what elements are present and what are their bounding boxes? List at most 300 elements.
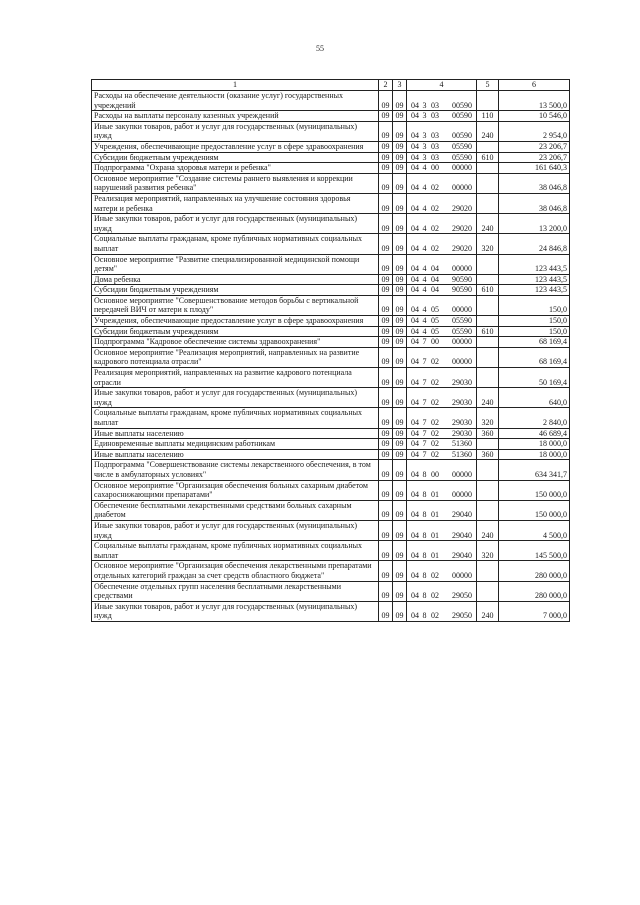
row-expense-type-cell xyxy=(477,254,499,274)
row-amount-cell: 46 689,4 xyxy=(499,428,570,439)
row-target-code-cell xyxy=(407,520,477,540)
row-name-cell: Реализация мероприятий, направленных на улучшение состояния здоровья матери и ребенка xyxy=(92,193,379,213)
header-cell-6: 6 xyxy=(499,80,570,91)
row-subsection-cell: 09 xyxy=(393,449,407,460)
target-code-part: 00000 xyxy=(452,357,472,367)
target-code-part: 04 xyxy=(411,510,419,520)
row-subsection-cell: 09 xyxy=(393,541,407,561)
target-code-part: 03 xyxy=(431,111,439,121)
row-expense-type-cell xyxy=(477,274,499,285)
target-code-part: 02 xyxy=(431,357,439,367)
row-amount-cell: 50 169,4 xyxy=(499,368,570,388)
target-code-part: 05 xyxy=(431,326,439,336)
target-code-part: 04 xyxy=(431,264,439,274)
target-code-part: 7 xyxy=(422,397,427,407)
target-code-part: 29030 xyxy=(452,377,472,387)
row-name-cell: Основное мероприятие "Организация обеспечения лекарственными препаратами отдельных категорий граждан за счет средств областного бюджета" xyxy=(92,561,379,581)
row-amount-cell: 145 500,0 xyxy=(499,541,570,561)
target-code-part: 03 xyxy=(431,131,439,141)
row-subsection-cell: 09 xyxy=(393,368,407,388)
target-code-part: 7 xyxy=(422,418,427,427)
row-name-cell: Учреждения, обеспечивающие предоставление услуг в сфере здравоохранения xyxy=(92,141,379,152)
row-name-cell: Социальные выплаты гражданам, кроме публичных нормативных социальных выплат xyxy=(92,408,379,428)
row-subsection-cell: 09 xyxy=(393,601,407,621)
row-name-cell: Подпрограмма "Совершенствование системы лекарственного обеспечения, в том числе в амбулаторных условиях" xyxy=(92,460,379,480)
row-amount-cell: 23 206,7 xyxy=(499,141,570,152)
row-expense-type-cell xyxy=(477,337,499,348)
table-row xyxy=(92,295,570,315)
target-code-part: 04 xyxy=(411,141,419,151)
row-subsection-cell: 09 xyxy=(393,111,407,122)
row-expense-type-cell: 360 xyxy=(477,428,499,439)
row-expense-type-cell: 320 xyxy=(477,234,499,254)
target-code-part: 8 xyxy=(422,611,427,621)
row-target-code-cell xyxy=(407,274,477,285)
header-cell-1: 1 xyxy=(92,80,379,91)
table-header-row xyxy=(92,80,570,91)
row-name-cell: Основное мероприятие "Развитие специализированной медицинской помощи детям" xyxy=(92,254,379,274)
row-subsection-cell: 09 xyxy=(393,274,407,285)
row-subsection-cell: 09 xyxy=(393,254,407,274)
target-code-part: 02 xyxy=(431,397,439,407)
row-name-cell: Дома ребенка xyxy=(92,274,379,285)
row-name-cell: Субсидии бюджетным учреждениям xyxy=(92,285,379,296)
row-expense-type-cell: 240 xyxy=(477,388,499,408)
row-name-cell: Иные закупки товаров, работ и услуг для государственных (муниципальных) нужд xyxy=(92,520,379,540)
row-name-cell: Иные выплаты населению xyxy=(92,428,379,439)
target-code-part: 04 xyxy=(411,152,419,162)
row-expense-type-cell xyxy=(477,561,499,581)
row-section-cell: 09 xyxy=(379,561,393,581)
row-expense-type-cell xyxy=(477,193,499,213)
target-code-part: 8 xyxy=(422,510,427,520)
row-name-cell: Иные закупки товаров, работ и услуг для государственных (муниципальных) нужд xyxy=(92,121,379,141)
table-row xyxy=(92,480,570,500)
row-name-cell: Основное мероприятие "Совершенствование методов борьбы с вертикальной передачей ВИЧ от матери к плоду" xyxy=(92,295,379,315)
row-expense-type-cell: 320 xyxy=(477,408,499,428)
row-section-cell: 09 xyxy=(379,111,393,122)
target-code-part: 3 xyxy=(422,152,427,162)
row-name-cell: Расходы на выплаты персоналу казенных учреждений xyxy=(92,111,379,122)
row-expense-type-cell xyxy=(477,581,499,601)
row-expense-type-cell xyxy=(477,295,499,315)
table-row xyxy=(92,601,570,621)
target-code-part: 00000 xyxy=(452,469,472,479)
row-amount-cell: 150 000,0 xyxy=(499,480,570,500)
row-expense-type-cell: 240 xyxy=(477,520,499,540)
target-code-part: 29020 xyxy=(452,223,472,233)
row-section-cell: 09 xyxy=(379,316,393,327)
table-row xyxy=(92,388,570,408)
row-subsection-cell: 09 xyxy=(393,500,407,520)
row-target-code-cell xyxy=(407,234,477,254)
row-section-cell: 09 xyxy=(379,439,393,450)
row-amount-cell: 123 443,5 xyxy=(499,285,570,296)
row-subsection-cell: 09 xyxy=(393,295,407,315)
target-code-part: 00 xyxy=(431,163,439,173)
target-code-part: 4 xyxy=(422,316,427,326)
row-target-code-cell xyxy=(407,111,477,122)
table-row xyxy=(92,91,570,111)
row-name-cell: Иные закупки товаров, работ и услуг для государственных (муниципальных) нужд xyxy=(92,214,379,234)
row-amount-cell: 150,0 xyxy=(499,326,570,337)
target-code-part: 3 xyxy=(422,111,427,121)
target-code-part: 04 xyxy=(411,530,419,540)
row-section-cell: 09 xyxy=(379,368,393,388)
row-expense-type-cell: 240 xyxy=(477,601,499,621)
row-name-cell: Субсидии бюджетным учреждениям xyxy=(92,152,379,163)
table-row xyxy=(92,234,570,254)
row-section-cell: 09 xyxy=(379,388,393,408)
target-code-part: 02 xyxy=(431,223,439,233)
row-expense-type-cell: 610 xyxy=(477,285,499,296)
target-code-part: 00000 xyxy=(452,337,472,347)
row-section-cell: 09 xyxy=(379,274,393,285)
target-code-part: 02 xyxy=(431,570,439,580)
table-row xyxy=(92,449,570,460)
row-amount-cell: 150,0 xyxy=(499,316,570,327)
row-expense-type-cell: 240 xyxy=(477,214,499,234)
row-section-cell: 09 xyxy=(379,500,393,520)
table-row xyxy=(92,121,570,141)
target-code-part: 4 xyxy=(422,285,427,295)
header-cell-2: 2 xyxy=(379,80,393,91)
row-name-cell: Социальные выплаты гражданам, кроме публичных нормативных социальных выплат xyxy=(92,234,379,254)
target-code-part: 4 xyxy=(422,203,427,213)
table-row xyxy=(92,347,570,367)
row-name-cell: Основное мероприятие "Создание системы раннего выявления и коррекции нарушений развития ребенка" xyxy=(92,173,379,193)
row-target-code-cell xyxy=(407,449,477,460)
row-expense-type-cell: 110 xyxy=(477,111,499,122)
row-section-cell: 09 xyxy=(379,541,393,561)
row-name-cell: Основное мероприятие "Реализация мероприятий, направленных на развитие кадрового потенциала отрасли" xyxy=(92,347,379,367)
target-code-part: 00590 xyxy=(452,131,472,141)
row-amount-cell: 24 846,8 xyxy=(499,234,570,254)
row-target-code-cell xyxy=(407,428,477,439)
target-code-part: 7 xyxy=(422,357,427,367)
row-amount-cell: 4 500,0 xyxy=(499,520,570,540)
row-section-cell: 09 xyxy=(379,163,393,174)
target-code-part: 05590 xyxy=(452,326,472,336)
target-code-part: 3 xyxy=(422,131,427,141)
row-subsection-cell: 09 xyxy=(393,460,407,480)
row-subsection-cell: 09 xyxy=(393,408,407,428)
target-code-part: 29020 xyxy=(452,243,472,253)
target-code-part: 4 xyxy=(422,183,427,193)
target-code-part: 4 xyxy=(422,223,427,233)
row-subsection-cell: 09 xyxy=(393,388,407,408)
row-expense-type-cell xyxy=(477,480,499,500)
row-subsection-cell: 09 xyxy=(393,428,407,439)
target-code-part: 02 xyxy=(431,439,439,449)
table-row xyxy=(92,254,570,274)
row-section-cell: 09 xyxy=(379,141,393,152)
row-target-code-cell xyxy=(407,152,477,163)
row-target-code-cell xyxy=(407,285,477,296)
table-row xyxy=(92,520,570,540)
target-code-part: 05590 xyxy=(452,141,472,151)
target-code-part: 02 xyxy=(431,183,439,193)
target-code-part: 29030 xyxy=(452,418,472,427)
row-amount-cell: 640,0 xyxy=(499,388,570,408)
target-code-part: 04 xyxy=(411,285,419,295)
row-amount-cell: 161 640,3 xyxy=(499,163,570,174)
target-code-part: 04 xyxy=(411,131,419,141)
target-code-part: 29050 xyxy=(452,611,472,621)
target-code-part: 4 xyxy=(422,326,427,336)
row-section-cell: 09 xyxy=(379,480,393,500)
table-row xyxy=(92,193,570,213)
row-subsection-cell: 09 xyxy=(393,163,407,174)
row-amount-cell: 68 169,4 xyxy=(499,347,570,367)
row-expense-type-cell: 240 xyxy=(477,121,499,141)
row-subsection-cell: 09 xyxy=(393,234,407,254)
row-target-code-cell xyxy=(407,347,477,367)
table-row xyxy=(92,111,570,122)
target-code-part: 05 xyxy=(431,316,439,326)
target-code-part: 04 xyxy=(411,305,419,315)
target-code-part: 05 xyxy=(431,305,439,315)
table-row xyxy=(92,428,570,439)
row-name-cell: Единовременные выплаты медицинским работникам xyxy=(92,439,379,450)
row-amount-cell: 280 000,0 xyxy=(499,561,570,581)
row-section-cell: 09 xyxy=(379,285,393,296)
target-code-part: 00000 xyxy=(452,264,472,274)
table-row xyxy=(92,439,570,450)
row-target-code-cell xyxy=(407,388,477,408)
row-section-cell: 09 xyxy=(379,295,393,315)
table-row xyxy=(92,368,570,388)
row-amount-cell: 38 046,8 xyxy=(499,193,570,213)
row-target-code-cell xyxy=(407,91,477,111)
table-row xyxy=(92,141,570,152)
row-target-code-cell xyxy=(407,193,477,213)
target-code-part: 04 xyxy=(411,357,419,367)
target-code-part: 02 xyxy=(431,428,439,438)
row-subsection-cell: 09 xyxy=(393,347,407,367)
row-expense-type-cell xyxy=(477,141,499,152)
row-subsection-cell: 09 xyxy=(393,581,407,601)
row-target-code-cell xyxy=(407,295,477,315)
target-code-part: 51360 xyxy=(452,439,472,449)
target-code-part: 00 xyxy=(431,469,439,479)
row-section-cell: 09 xyxy=(379,520,393,540)
row-name-cell: Иные выплаты населению xyxy=(92,449,379,460)
target-code-part: 3 xyxy=(422,100,427,110)
target-code-part: 29020 xyxy=(452,203,472,213)
target-code-part: 04 xyxy=(411,326,419,336)
target-code-part: 00000 xyxy=(452,183,472,193)
row-section-cell: 09 xyxy=(379,460,393,480)
target-code-part: 02 xyxy=(431,591,439,601)
target-code-part: 02 xyxy=(431,611,439,621)
row-section-cell: 09 xyxy=(379,214,393,234)
row-expense-type-cell xyxy=(477,347,499,367)
table-row xyxy=(92,316,570,327)
row-section-cell: 09 xyxy=(379,428,393,439)
row-target-code-cell xyxy=(407,173,477,193)
row-section-cell: 09 xyxy=(379,337,393,348)
target-code-part: 04 xyxy=(411,591,419,601)
row-target-code-cell xyxy=(407,141,477,152)
row-subsection-cell: 09 xyxy=(393,561,407,581)
row-section-cell: 09 xyxy=(379,91,393,111)
row-section-cell: 09 xyxy=(379,254,393,274)
target-code-part: 29040 xyxy=(452,530,472,540)
target-code-part: 29040 xyxy=(452,550,472,560)
row-amount-cell: 38 046,8 xyxy=(499,173,570,193)
row-subsection-cell: 09 xyxy=(393,193,407,213)
row-target-code-cell xyxy=(407,214,477,234)
table-row xyxy=(92,152,570,163)
target-code-part: 8 xyxy=(422,591,427,601)
target-code-part: 04 xyxy=(431,285,439,295)
row-amount-cell: 150 000,0 xyxy=(499,500,570,520)
target-code-part: 00000 xyxy=(452,305,472,315)
row-target-code-cell xyxy=(407,581,477,601)
row-name-cell: Социальные выплаты гражданам, кроме публичных нормативных социальных выплат xyxy=(92,541,379,561)
row-expense-type-cell: 360 xyxy=(477,449,499,460)
target-code-part: 4 xyxy=(422,305,427,315)
target-code-part: 04 xyxy=(411,550,419,560)
target-code-part: 01 xyxy=(431,530,439,540)
table-row xyxy=(92,408,570,428)
target-code-part: 02 xyxy=(431,243,439,253)
row-name-cell: Иные закупки товаров, работ и услуг для государственных (муниципальных) нужд xyxy=(92,601,379,621)
table-row xyxy=(92,326,570,337)
row-amount-cell: 18 000,0 xyxy=(499,449,570,460)
row-target-code-cell xyxy=(407,316,477,327)
target-code-part: 02 xyxy=(431,377,439,387)
target-code-part: 00 xyxy=(431,337,439,347)
row-name-cell: Реализация мероприятий, направленных на развитие кадрового потенциала отрасли xyxy=(92,368,379,388)
row-expense-type-cell xyxy=(477,368,499,388)
table-row xyxy=(92,541,570,561)
target-code-part: 00000 xyxy=(452,570,472,580)
target-code-part: 29040 xyxy=(452,510,472,520)
target-code-part: 01 xyxy=(431,490,439,500)
target-code-part: 04 xyxy=(411,243,419,253)
target-code-part: 05590 xyxy=(452,316,472,326)
target-code-part: 03 xyxy=(431,100,439,110)
row-subsection-cell: 09 xyxy=(393,91,407,111)
row-target-code-cell xyxy=(407,368,477,388)
row-name-cell: Подпрограмма "Охрана здоровья матери и ребенка" xyxy=(92,163,379,174)
row-amount-cell: 68 169,4 xyxy=(499,337,570,348)
target-code-part: 04 xyxy=(411,428,419,438)
budget-table xyxy=(91,79,570,622)
row-expense-type-cell xyxy=(477,163,499,174)
row-target-code-cell xyxy=(407,561,477,581)
row-amount-cell: 150,0 xyxy=(499,295,570,315)
row-target-code-cell xyxy=(407,408,477,428)
target-code-part: 4 xyxy=(422,274,427,284)
row-subsection-cell: 09 xyxy=(393,285,407,296)
row-amount-cell: 123 443,5 xyxy=(499,274,570,285)
target-code-part: 04 xyxy=(431,274,439,284)
header-cell-5: 5 xyxy=(477,80,499,91)
row-amount-cell: 13 500,0 xyxy=(499,91,570,111)
target-code-part: 00000 xyxy=(452,163,472,173)
target-code-part: 4 xyxy=(422,264,427,274)
row-subsection-cell: 09 xyxy=(393,173,407,193)
row-target-code-cell xyxy=(407,480,477,500)
row-name-cell: Субсидии бюджетным учреждениям xyxy=(92,326,379,337)
target-code-part: 04 xyxy=(411,469,419,479)
row-subsection-cell: 09 xyxy=(393,141,407,152)
target-code-part: 04 xyxy=(411,316,419,326)
row-amount-cell: 7 000,0 xyxy=(499,601,570,621)
target-code-part: 01 xyxy=(431,550,439,560)
row-target-code-cell xyxy=(407,326,477,337)
row-target-code-cell xyxy=(407,163,477,174)
row-amount-cell: 13 200,0 xyxy=(499,214,570,234)
row-section-cell: 09 xyxy=(379,121,393,141)
row-expense-type-cell xyxy=(477,173,499,193)
target-code-part: 03 xyxy=(431,152,439,162)
table-row xyxy=(92,214,570,234)
row-subsection-cell: 09 xyxy=(393,326,407,337)
row-subsection-cell: 09 xyxy=(393,316,407,327)
row-subsection-cell: 09 xyxy=(393,121,407,141)
row-amount-cell: 23 206,7 xyxy=(499,152,570,163)
target-code-part: 04 xyxy=(411,111,419,121)
row-subsection-cell: 09 xyxy=(393,214,407,234)
table-row xyxy=(92,460,570,480)
row-target-code-cell xyxy=(407,439,477,450)
row-section-cell: 09 xyxy=(379,581,393,601)
row-expense-type-cell xyxy=(477,439,499,450)
target-code-part: 29030 xyxy=(452,397,472,407)
row-section-cell: 09 xyxy=(379,234,393,254)
row-subsection-cell: 09 xyxy=(393,152,407,163)
row-target-code-cell xyxy=(407,601,477,621)
row-amount-cell: 18 000,0 xyxy=(499,439,570,450)
row-amount-cell: 634 341,7 xyxy=(499,460,570,480)
row-section-cell: 09 xyxy=(379,408,393,428)
target-code-part: 04 xyxy=(411,100,419,110)
target-code-part: 04 xyxy=(411,611,419,621)
table-row xyxy=(92,173,570,193)
row-section-cell: 09 xyxy=(379,193,393,213)
target-code-part: 04 xyxy=(411,337,419,347)
row-expense-type-cell: 320 xyxy=(477,541,499,561)
table-row xyxy=(92,274,570,285)
target-code-part: 4 xyxy=(422,163,427,173)
row-target-code-cell xyxy=(407,460,477,480)
row-name-cell: Иные закупки товаров, работ и услуг для государственных (муниципальных) нужд xyxy=(92,388,379,408)
target-code-part: 00590 xyxy=(452,100,472,110)
row-name-cell: Расходы на обеспечение деятельности (оказание услуг) государственных учреждений xyxy=(92,91,379,111)
row-target-code-cell xyxy=(407,541,477,561)
row-target-code-cell xyxy=(407,500,477,520)
row-section-cell: 09 xyxy=(379,449,393,460)
target-code-part: 02 xyxy=(431,418,439,427)
header-cell-3: 3 xyxy=(393,80,407,91)
row-amount-cell: 2 954,0 xyxy=(499,121,570,141)
target-code-part: 04 xyxy=(411,570,419,580)
table-row xyxy=(92,581,570,601)
table-row xyxy=(92,285,570,296)
row-target-code-cell xyxy=(407,337,477,348)
target-code-part: 29030 xyxy=(452,428,472,438)
table-row xyxy=(92,337,570,348)
row-expense-type-cell: 610 xyxy=(477,152,499,163)
row-expense-type-cell xyxy=(477,460,499,480)
row-name-cell: Учреждения, обеспечивающие предоставление услуг в сфере здравоохранения xyxy=(92,316,379,327)
target-code-part: 02 xyxy=(431,449,439,459)
target-code-part: 7 xyxy=(422,337,427,347)
